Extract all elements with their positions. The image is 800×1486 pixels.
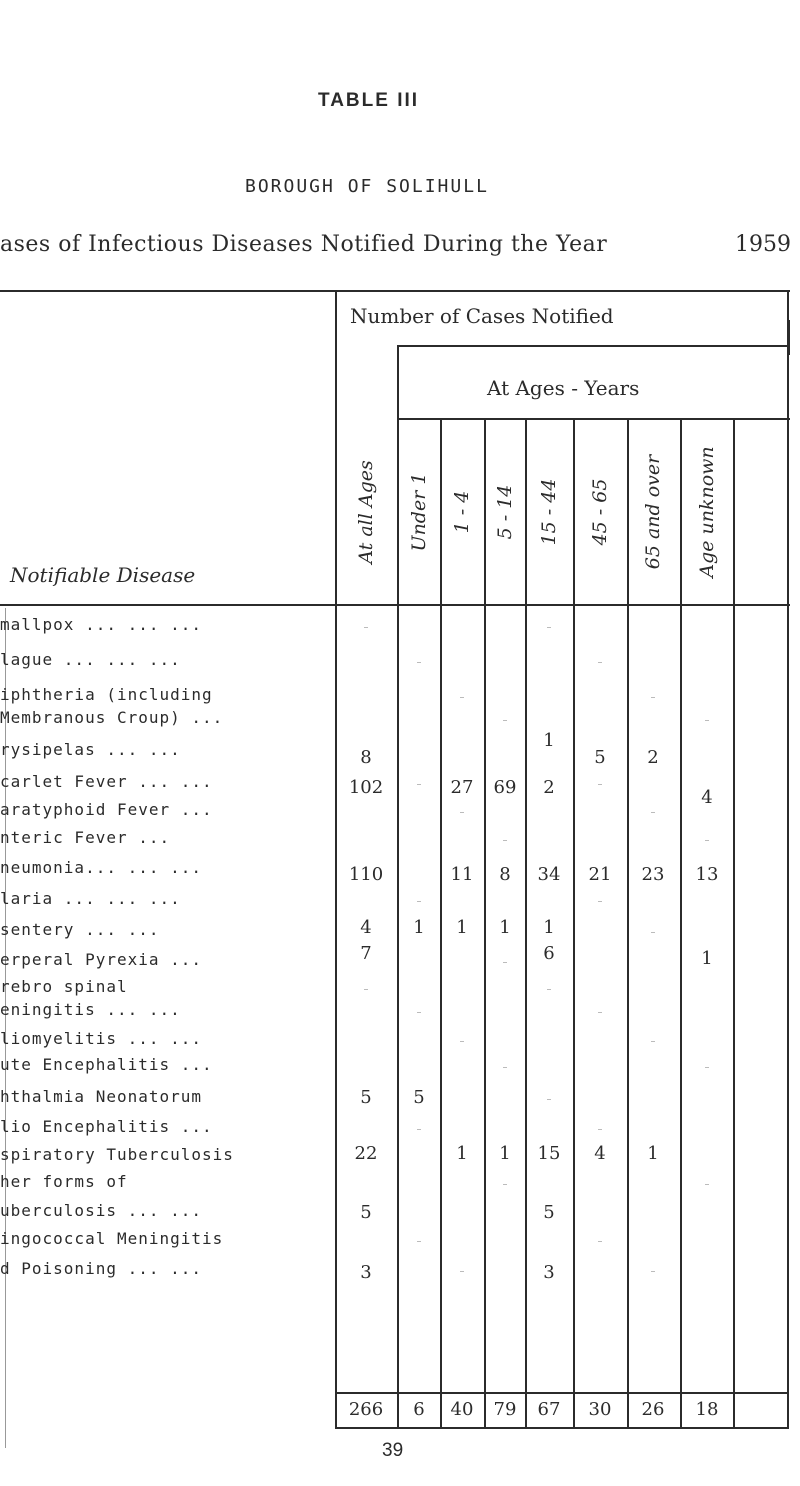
disease-row-label: ute Encephalitis ... xyxy=(0,1055,213,1074)
col-rule-0 xyxy=(335,290,337,1429)
case-count-cell: 4 xyxy=(360,917,372,938)
age-column-header: 1 - 4 xyxy=(451,490,473,534)
disease-row-label: lague ... ... ... xyxy=(0,650,181,669)
age-columns-top-rule xyxy=(397,418,790,420)
borough-heading: BOROUGH OF SOLIHULL xyxy=(245,176,489,197)
table-top-rule xyxy=(0,290,790,292)
age-subheader: At Ages - Years xyxy=(487,376,640,400)
case-count-cell: 1 xyxy=(543,730,555,751)
case-count-cell: 6 xyxy=(543,943,555,964)
total-cell: 18 xyxy=(695,1399,719,1420)
disease-row-label: hthalmia Neonatorum xyxy=(0,1087,203,1106)
age-column-header: Under 1 xyxy=(408,472,430,552)
case-count-cell: 69 xyxy=(493,777,517,798)
empty-cell-dash xyxy=(705,720,709,721)
age-column-header: At all Ages xyxy=(355,460,377,564)
age-column-header: 5 - 14 xyxy=(494,484,516,540)
case-count-cell: 34 xyxy=(537,864,561,885)
case-count-cell: 27 xyxy=(450,777,474,798)
total-cell: 26 xyxy=(641,1399,665,1420)
disease-row-label: ingococcal Meningitis xyxy=(0,1229,224,1248)
left-margin-rule xyxy=(5,608,6,1448)
total-cell: 266 xyxy=(348,1399,384,1420)
table-subtitle: ases of Infectious Diseases Notified During the Year xyxy=(0,232,608,257)
case-count-cell: 1 xyxy=(456,917,468,938)
total-cell: 30 xyxy=(588,1399,612,1420)
empty-cell-dash xyxy=(598,901,602,902)
empty-cell-dash xyxy=(651,932,655,933)
age-column-header: 65 and over xyxy=(642,454,664,570)
col-rule-3 xyxy=(484,418,486,1429)
empty-cell-dash xyxy=(651,697,655,698)
empty-cell-dash xyxy=(503,840,507,841)
case-count-cell: 1 xyxy=(499,1143,511,1164)
header-bottom-rule xyxy=(0,604,790,606)
case-count-cell: 1 xyxy=(456,1143,468,1164)
empty-cell-dash xyxy=(417,662,421,663)
case-count-cell: 5 xyxy=(360,1087,372,1108)
empty-cell-dash xyxy=(503,1184,507,1185)
empty-cell-dash xyxy=(364,627,368,628)
empty-cell-dash xyxy=(651,812,655,813)
case-count-cell: 1 xyxy=(647,1143,659,1164)
case-count-cell: 13 xyxy=(695,864,719,885)
col-rule-8 xyxy=(733,418,735,1429)
empty-cell-dash xyxy=(705,840,709,841)
empty-cell-dash xyxy=(651,1271,655,1272)
case-count-cell: 4 xyxy=(594,1143,606,1164)
empty-cell-dash xyxy=(417,1012,421,1013)
case-count-cell: 4 xyxy=(701,787,713,808)
case-count-cell: 21 xyxy=(588,864,612,885)
disease-row-label: her forms of xyxy=(0,1172,128,1191)
disease-row-label: neumonia... ... ... xyxy=(0,858,203,877)
disease-row-label: lio Encephalitis ... xyxy=(0,1117,213,1136)
case-count-cell: 102 xyxy=(348,777,384,798)
case-count-cell: 5 xyxy=(360,1202,372,1223)
case-count-cell: 5 xyxy=(594,747,606,768)
disease-row-label: Membranous Croup) ... xyxy=(0,708,224,727)
empty-cell-dash xyxy=(598,1129,602,1130)
empty-cell-dash xyxy=(598,1241,602,1242)
col-rule-5 xyxy=(573,418,575,1429)
disease-column-header: Notifiable Disease xyxy=(10,563,196,587)
col-rule-6 xyxy=(627,418,629,1429)
empty-cell-dash xyxy=(503,962,507,963)
case-count-cell: 23 xyxy=(641,864,665,885)
table-number: TABLE III xyxy=(318,90,420,111)
disease-row-label: laria ... ... ... xyxy=(0,889,181,908)
age-column-header: 45 - 65 xyxy=(589,478,611,546)
empty-cell-dash xyxy=(598,1012,602,1013)
disease-row-label: erperal Pyrexia ... xyxy=(0,950,203,969)
case-count-cell: 2 xyxy=(543,777,555,798)
disease-row-label: carlet Fever ... ... xyxy=(0,772,213,791)
subheader-top-rule xyxy=(397,345,790,347)
col-rule-4 xyxy=(525,418,527,1429)
case-count-cell: 8 xyxy=(499,864,511,885)
age-column-header: 15 - 44 xyxy=(538,478,560,546)
empty-cell-dash xyxy=(417,901,421,902)
case-count-cell: 1 xyxy=(499,917,511,938)
col-rule-1 xyxy=(397,345,399,1429)
totals-bottom-rule xyxy=(335,1427,787,1429)
col-rule-7 xyxy=(680,418,682,1429)
empty-cell-dash xyxy=(364,989,368,990)
case-count-cell: 22 xyxy=(354,1143,378,1164)
disease-row-label: sentery ... ... xyxy=(0,920,160,939)
case-count-cell: 1 xyxy=(543,917,555,938)
totals-top-rule xyxy=(335,1392,787,1394)
disease-row-label: spiratory Tuberculosis xyxy=(0,1145,234,1164)
disease-row-label: rebro spinal xyxy=(0,977,128,996)
case-count-cell: 8 xyxy=(360,747,372,768)
empty-cell-dash xyxy=(705,1184,709,1185)
empty-cell-dash xyxy=(503,720,507,721)
empty-cell-dash xyxy=(460,1041,464,1042)
disease-row-label: liomyelitis ... ... xyxy=(0,1029,203,1048)
page-number: 39 xyxy=(382,1440,404,1461)
table-year: 1959 xyxy=(735,232,791,257)
case-count-cell: 5 xyxy=(413,1087,425,1108)
case-count-cell: 1 xyxy=(413,917,425,938)
total-cell: 40 xyxy=(450,1399,474,1420)
empty-cell-dash xyxy=(503,1067,507,1068)
total-cell: 67 xyxy=(537,1399,561,1420)
disease-row-label: mallpox ... ... ... xyxy=(0,615,203,634)
col-rule-9 xyxy=(787,290,789,1429)
empty-cell-dash xyxy=(417,784,421,785)
age-column-header: Age unknown xyxy=(696,446,718,578)
disease-row-label: eningitis ... ... xyxy=(0,1000,181,1019)
empty-cell-dash xyxy=(705,1067,709,1068)
empty-cell-dash xyxy=(598,662,602,663)
empty-cell-dash xyxy=(460,812,464,813)
empty-cell-dash xyxy=(460,697,464,698)
case-count-cell: 3 xyxy=(543,1262,555,1283)
case-count-cell: 110 xyxy=(348,864,384,885)
empty-cell-dash xyxy=(417,1241,421,1242)
empty-cell-dash xyxy=(598,784,602,785)
case-count-cell: 1 xyxy=(701,948,713,969)
case-count-cell: 15 xyxy=(537,1143,561,1164)
case-count-cell: 2 xyxy=(647,747,659,768)
case-count-cell: 5 xyxy=(543,1202,555,1223)
total-cell: 6 xyxy=(413,1399,425,1420)
empty-cell-dash xyxy=(547,989,551,990)
col-rule-2 xyxy=(440,418,442,1429)
total-cell: 79 xyxy=(493,1399,517,1420)
case-count-cell: 3 xyxy=(360,1262,372,1283)
disease-row-label: aratyphoid Fever ... xyxy=(0,800,213,819)
disease-row-label: d Poisoning ... ... xyxy=(0,1259,203,1278)
group-header: Number of Cases Notified xyxy=(350,304,614,328)
case-count-cell: 7 xyxy=(360,943,372,964)
empty-cell-dash xyxy=(651,1041,655,1042)
disease-row-label: nteric Fever ... xyxy=(0,828,171,847)
case-count-cell: 11 xyxy=(450,864,474,885)
empty-cell-dash xyxy=(547,1099,551,1100)
disease-row-label: uberculosis ... ... xyxy=(0,1201,203,1220)
disease-row-label: iphtheria (including xyxy=(0,685,213,704)
disease-row-label: rysipelas ... ... xyxy=(0,740,181,759)
empty-cell-dash xyxy=(460,1271,464,1272)
empty-cell-dash xyxy=(547,627,551,628)
empty-cell-dash xyxy=(417,1129,421,1130)
